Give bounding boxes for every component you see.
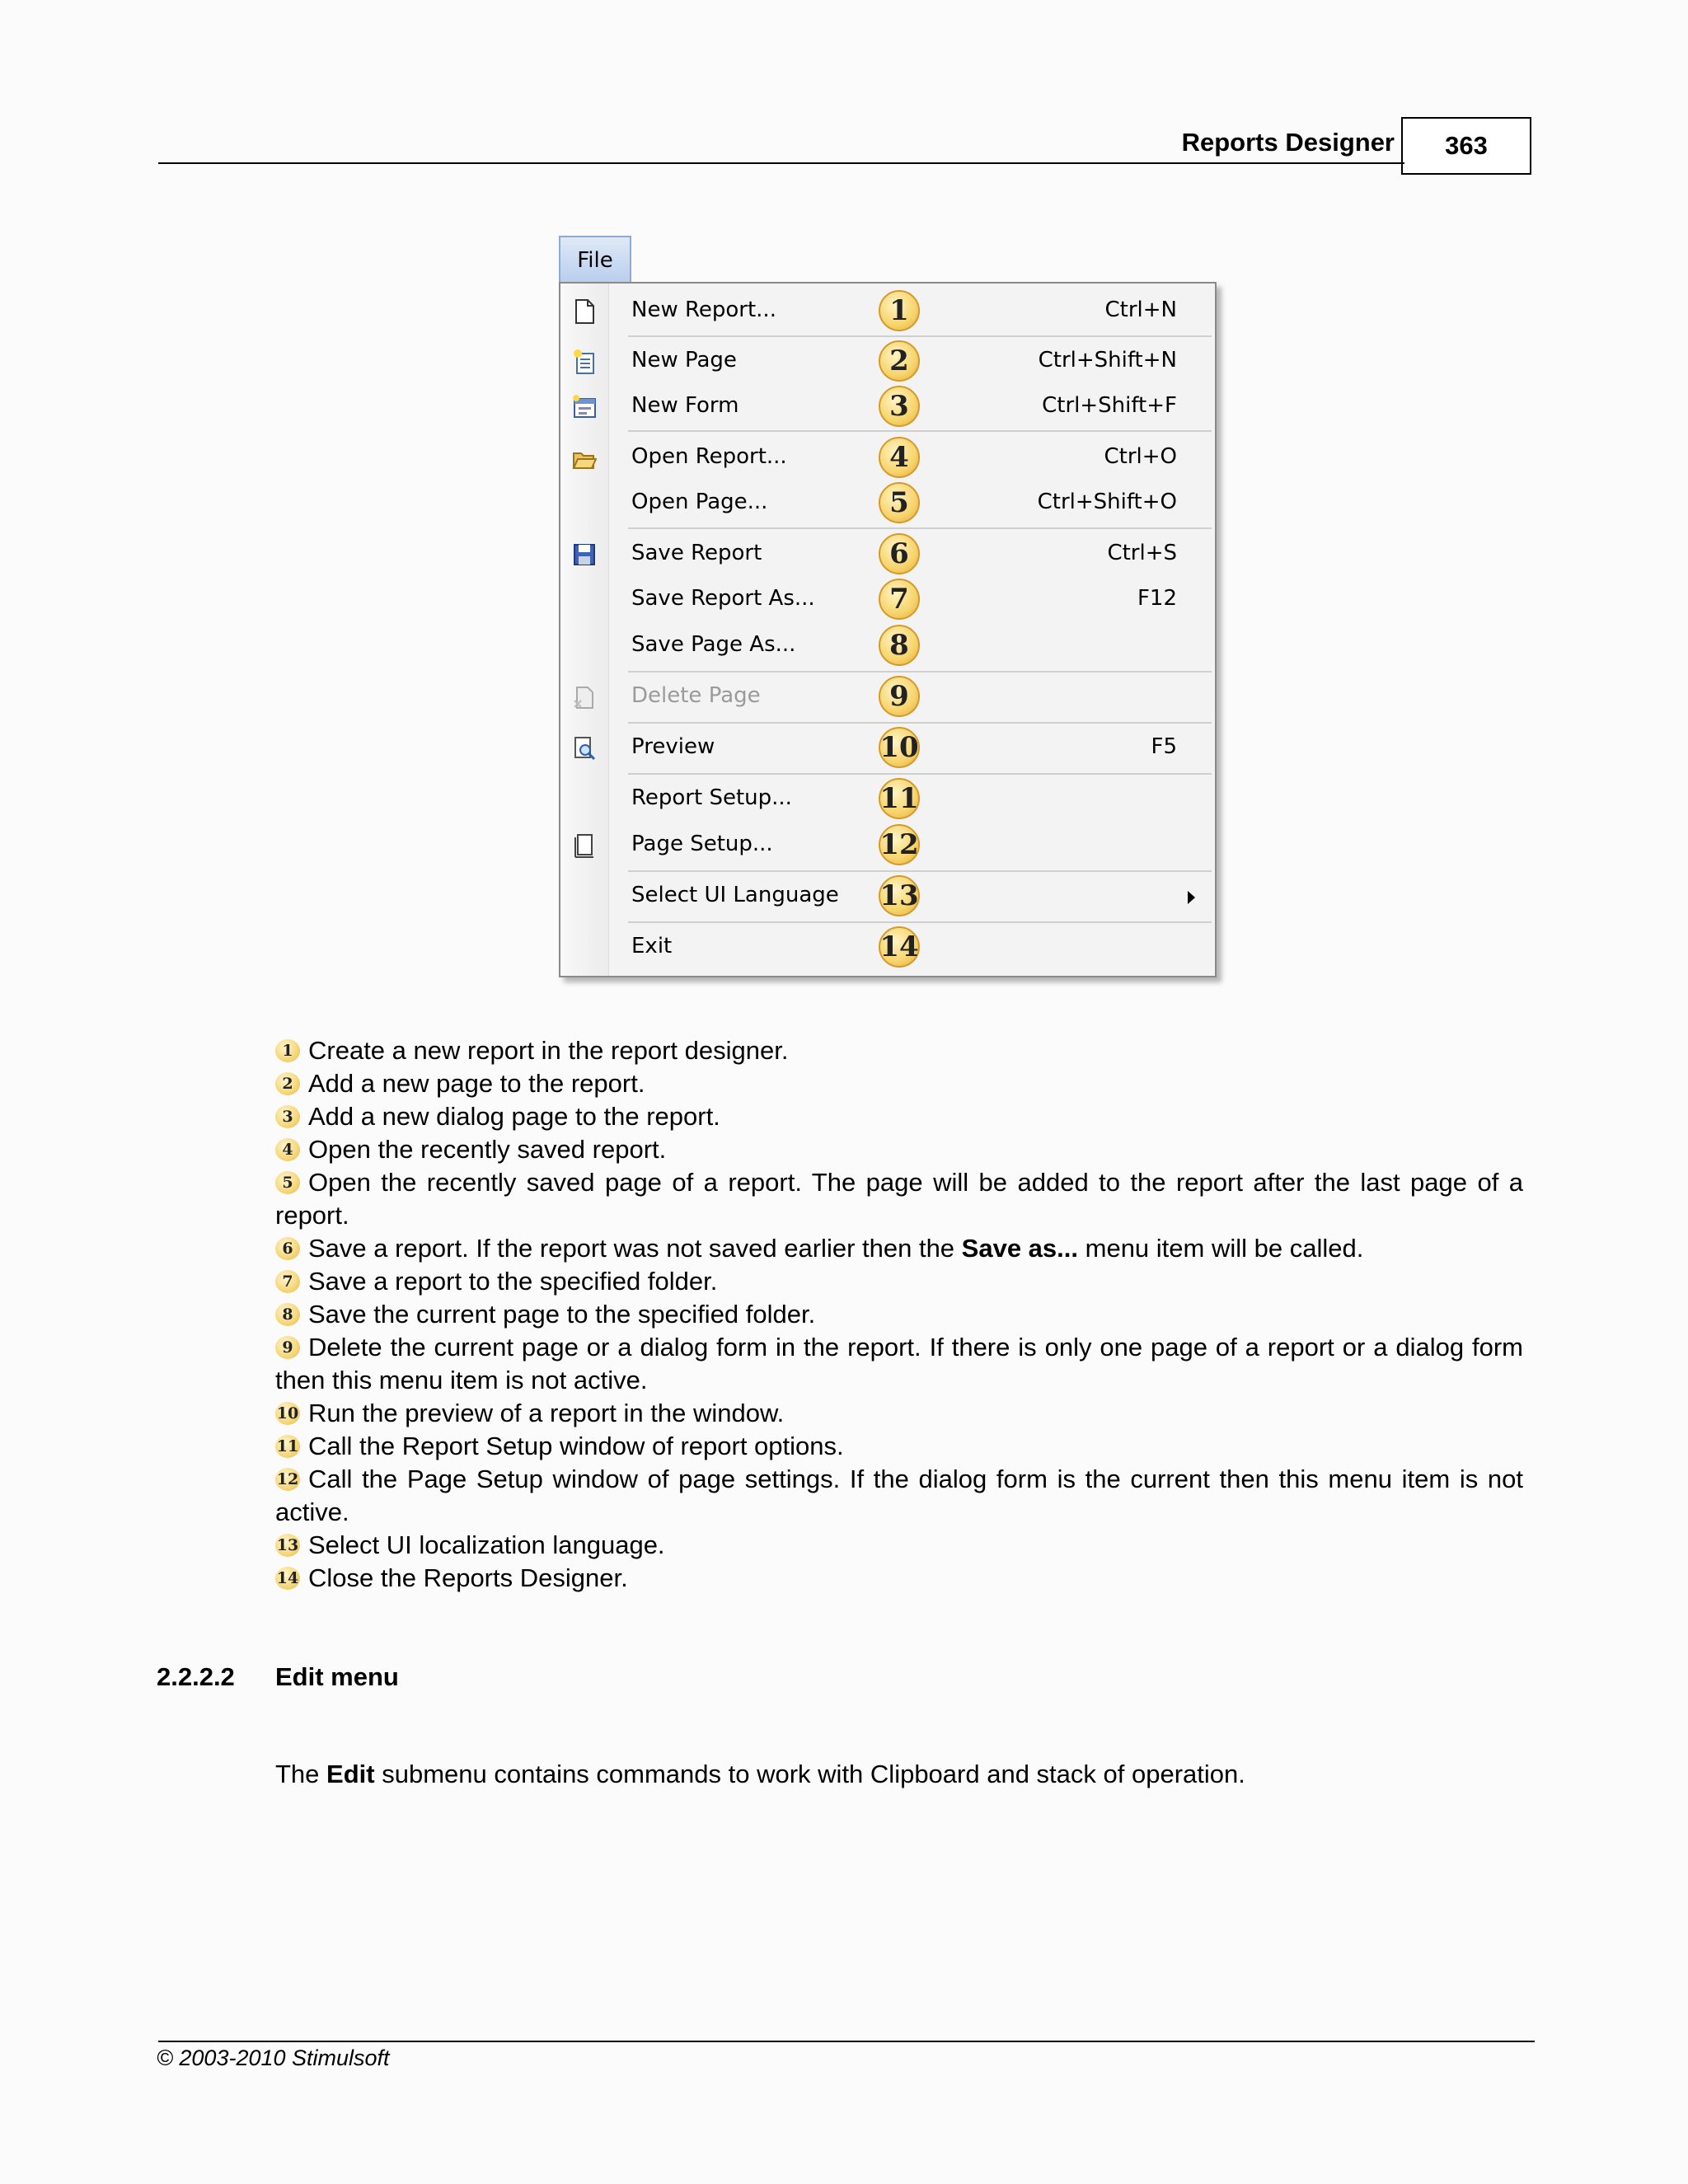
- delete-page-icon: [572, 684, 597, 710]
- description-text: Run the preview of a report in the window.: [308, 1399, 785, 1427]
- number-badge-icon: 12: [275, 1468, 300, 1491]
- menu-item-label: New Page: [631, 348, 737, 373]
- number-badge-icon: 1: [275, 1039, 300, 1062]
- callout-number-badge: 8: [879, 625, 920, 666]
- open-folder-icon: [572, 445, 597, 471]
- menu-separator: [628, 722, 1212, 724]
- description-item: [275, 1265, 1523, 1298]
- callout-number-badge: 13: [879, 875, 920, 916]
- menu-item-shortcut: Ctrl+Shift+N: [1038, 348, 1177, 373]
- description-text: Delete the current page or a dialog form in the report. If there is only one page of a report or a dialog form then this menu item is not active.: [275, 1333, 1523, 1394]
- menu-item-label: Open Report...: [631, 444, 787, 469]
- menu-item-label: Page Setup...: [631, 832, 773, 856]
- file-menu-dropdown: [559, 282, 1217, 977]
- number-badge-icon: 8: [275, 1303, 300, 1326]
- number-badge-icon: 3: [275, 1105, 300, 1128]
- running-header-title: Reports Designer: [1181, 128, 1395, 157]
- description-item: [275, 1562, 1523, 1595]
- intro-text-after: submenu contains commands to work with Clipboard and stack of operation.: [374, 1760, 1245, 1788]
- callout-number-badge: 2: [879, 340, 920, 382]
- callout-number-badge: 14: [879, 926, 920, 968]
- number-badge-icon: 7: [275, 1270, 300, 1293]
- description-text: Open the recently saved report.: [308, 1135, 667, 1164]
- number-badge-icon: 5: [275, 1171, 300, 1194]
- number-badge-icon: 4: [275, 1138, 300, 1161]
- number-badge-icon: 2: [275, 1072, 300, 1095]
- description-text: Save the current page to the specified folder.: [308, 1300, 816, 1329]
- menu-item-shortcut: Ctrl+O: [1104, 444, 1177, 469]
- description-item: [275, 1430, 1523, 1463]
- intro-bold-term: Edit: [326, 1760, 375, 1788]
- callout-number-badge: 6: [879, 533, 920, 574]
- footer-copyright: © 2003-2010 Stimulsoft: [157, 2046, 390, 2070]
- description-item: [275, 1463, 1523, 1529]
- description-text: Call the Page Setup window of page settings. If the dialog form is the current then this menu item is not active.: [275, 1465, 1523, 1526]
- new-form-icon: [572, 394, 597, 420]
- callout-number-badge: 10: [879, 727, 920, 768]
- description-item: [275, 1331, 1523, 1397]
- file-menu-tab[interactable]: File: [559, 236, 631, 284]
- menu-separator: [628, 921, 1212, 923]
- menu-item-shortcut: Ctrl+Shift+O: [1037, 490, 1177, 514]
- menu-separator: [628, 430, 1212, 432]
- section-number: 2.2.2.2: [157, 1662, 235, 1691]
- description-text: Save a report. If the report was not saved earlier then the: [308, 1234, 962, 1263]
- description-item: [275, 1232, 1523, 1265]
- callout-number-badge: 1: [879, 290, 920, 331]
- description-text: Add a new dialog page to the report.: [308, 1102, 720, 1131]
- menu-separator: [628, 527, 1212, 529]
- footer-rule: [158, 2041, 1535, 2042]
- number-badge-icon: 11: [275, 1435, 300, 1458]
- intro-text-before: The: [275, 1760, 327, 1788]
- page-number: 363: [1401, 117, 1531, 175]
- menu-item-label: New Report...: [631, 298, 776, 322]
- number-badge-icon: 6: [275, 1237, 300, 1260]
- menu-item-label: Save Report As...: [631, 586, 815, 611]
- description-bold-term: Save as...: [961, 1234, 1079, 1263]
- description-item: [275, 1166, 1523, 1232]
- description-item: [275, 1298, 1523, 1331]
- description-item: [275, 1133, 1523, 1166]
- callout-number-badge: 7: [879, 579, 920, 620]
- number-badge-icon: 10: [275, 1402, 300, 1425]
- floppy-disk-icon: [572, 541, 597, 568]
- menu-separator: [628, 773, 1212, 775]
- header-rule: [158, 162, 1404, 164]
- description-item: [275, 1067, 1523, 1100]
- description-text: Call the Report Setup window of report options.: [308, 1432, 844, 1460]
- menu-item-descriptions: [275, 1034, 1523, 1595]
- number-badge-icon: 13: [275, 1534, 300, 1557]
- menu-item-shortcut: Ctrl+S: [1107, 541, 1177, 565]
- description-text: Select UI localization language.: [308, 1530, 665, 1559]
- new-page-icon: [572, 349, 597, 375]
- menu-item-label: Save Report: [631, 541, 762, 565]
- description-item: [275, 1529, 1523, 1562]
- section-title: Edit menu: [275, 1662, 399, 1691]
- callout-number-badge: 11: [879, 778, 920, 819]
- preview-magnifier-icon: [572, 735, 597, 762]
- description-item: [275, 1034, 1523, 1067]
- menu-item-label: Report Setup...: [631, 785, 792, 810]
- menu-separator: [628, 671, 1212, 673]
- submenu-arrow-icon: [1188, 891, 1195, 904]
- page-setup-icon: [572, 832, 597, 859]
- description-item: [275, 1100, 1523, 1133]
- callout-number-badge: 9: [879, 676, 920, 717]
- number-badge-icon: 9: [275, 1336, 300, 1359]
- menu-item-label: New Form: [631, 393, 739, 418]
- menu-item-shortcut: F12: [1137, 586, 1177, 611]
- new-report-icon: [572, 298, 597, 325]
- menu-item-label: Select UI Language: [631, 883, 839, 907]
- section-intro: [275, 1760, 1245, 1789]
- callout-number-badge: 4: [879, 437, 920, 478]
- callout-number-badge: 3: [879, 386, 920, 427]
- callout-number-badge: 5: [879, 482, 920, 523]
- description-text: Save a report to the specified folder.: [308, 1267, 718, 1296]
- description-item: [275, 1397, 1523, 1430]
- menu-item-label: Save Page As...: [631, 632, 796, 657]
- menu-item-shortcut: Ctrl+N: [1104, 298, 1177, 322]
- description-text: Create a new report in the report designer.: [308, 1036, 789, 1065]
- description-text: Close the Reports Designer.: [308, 1563, 628, 1592]
- description-text: Add a new page to the report.: [308, 1069, 645, 1098]
- menu-item-label: Preview: [631, 734, 715, 759]
- menu-item-shortcut: F5: [1151, 734, 1177, 759]
- description-text: Open the recently saved page of a report. The page will be added to the report after the last page of a report.: [275, 1168, 1523, 1230]
- description-text: menu item will be called.: [1078, 1234, 1364, 1263]
- menu-separator: [628, 870, 1212, 872]
- callout-number-badge: 12: [879, 824, 920, 865]
- menu-item-label: Exit: [631, 934, 673, 958]
- menu-item-label: Open Page...: [631, 490, 768, 514]
- menu-item-shortcut: Ctrl+Shift+F: [1042, 393, 1177, 418]
- number-badge-icon: 14: [275, 1567, 300, 1590]
- menu-separator: [628, 335, 1212, 337]
- menu-item-label: Delete Page: [631, 683, 761, 708]
